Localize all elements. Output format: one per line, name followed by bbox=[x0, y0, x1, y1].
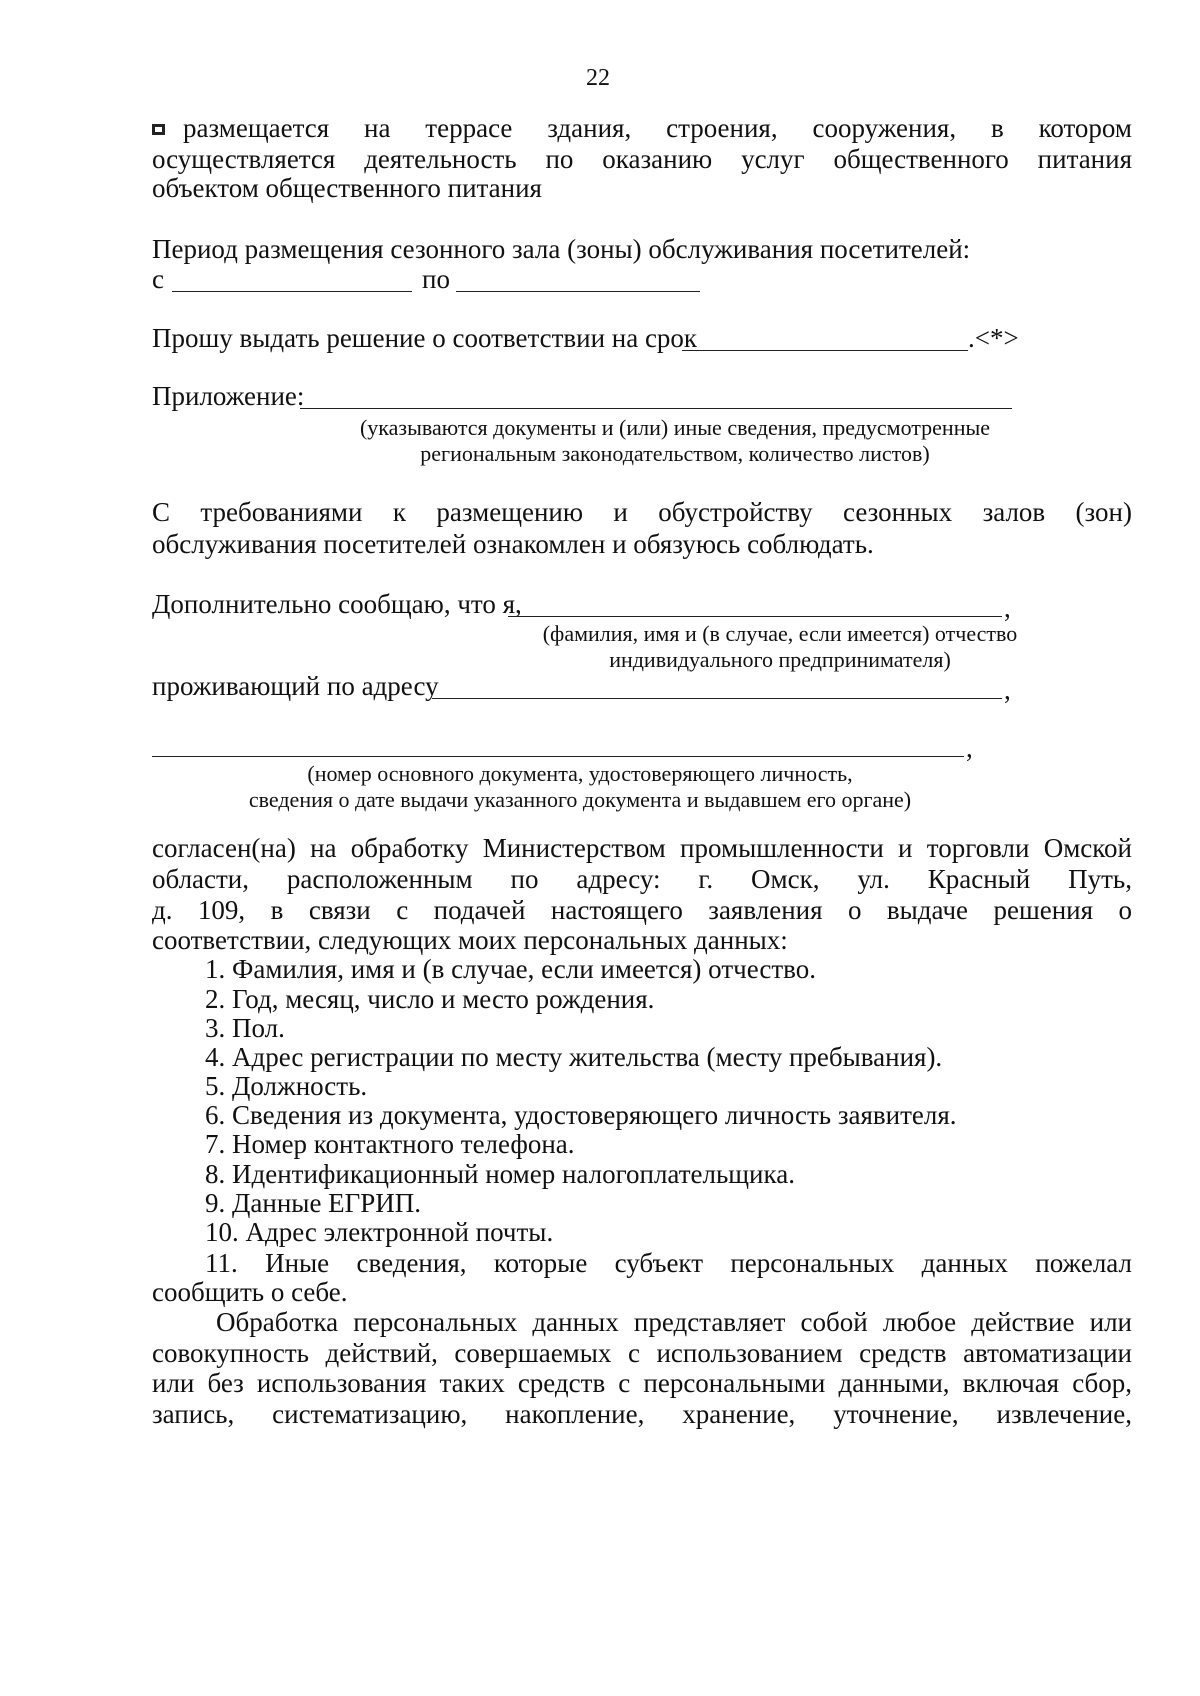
item11-line2: сообщить о себе. bbox=[152, 1277, 348, 1307]
list-item: 9. Данные ЕГРИП. bbox=[205, 1188, 422, 1218]
acknowledgement-line2: обслуживания посетителей ознакомлен и обязуюсь соблюдать. bbox=[152, 529, 874, 559]
list-item: 3. Пол. bbox=[205, 1013, 285, 1043]
period-label: Период размещения сезонного зала (зоны) обслуживания посетителей: bbox=[152, 234, 971, 264]
appendix-note-line2: региональным законодательством, количество листов) bbox=[420, 441, 930, 466]
request-suffix: .<*> bbox=[968, 323, 1019, 353]
consent-line3: д. 109, в связи с подачей настоящего заявления о выдаче решения о bbox=[152, 895, 1132, 925]
appendix-note-line1: (указываются документы и (или) иные сведения, предусмотренные bbox=[359, 415, 991, 440]
period-from-label: с bbox=[152, 264, 164, 294]
checkbox-icon[interactable] bbox=[152, 124, 165, 135]
terrace-option-line1: размещается на террасе здания, строения, сооружения, в котором bbox=[152, 112, 1132, 145]
list-item: 10. Адрес электронной почты. bbox=[205, 1217, 554, 1247]
address-label: проживающий по адресу bbox=[152, 671, 439, 701]
terrace-option-line2: осуществляется деятельность по оказанию услуг общественного питания bbox=[152, 144, 1132, 174]
list-item: 5. Должность. bbox=[205, 1071, 368, 1101]
additional-label: Дополнительно сообщаю, что я, bbox=[152, 589, 522, 619]
appendix-field[interactable] bbox=[300, 408, 1012, 409]
period-to-label: по bbox=[422, 264, 450, 294]
consent-line4: соответствии, следующих моих персональных данных: bbox=[152, 925, 788, 955]
full-name-note-line1: (фамилия, имя и (в случае, если имеется) отчество bbox=[542, 621, 1018, 646]
full-name-field[interactable] bbox=[508, 616, 1002, 617]
list-item: 4. Адрес регистрации по месту жительства (месту пребывания). bbox=[205, 1042, 943, 1072]
consent-line2: области, расположенным по адресу: г. Омск, ул. Красный Путь, bbox=[152, 864, 1132, 894]
list-item: 7. Номер контактного телефона. bbox=[205, 1129, 575, 1159]
page-number: 22 bbox=[586, 65, 610, 91]
processing-line2: совокупность действий, совершаемых с использованием средств автоматизации bbox=[152, 1338, 1132, 1368]
appendix-label: Приложение: bbox=[152, 381, 305, 411]
list-item: 8. Идентификационный номер налогоплательщика. bbox=[205, 1159, 795, 1189]
address-field[interactable] bbox=[432, 698, 1002, 699]
request-text: Прошу выдать решение о соответствии на срок bbox=[152, 323, 698, 353]
id-document-comma: , bbox=[966, 733, 973, 763]
list-item: 6. Сведения из документа, удостоверяющего личность заявителя. bbox=[205, 1100, 957, 1130]
terrace-option-line3: объектом общественного питания bbox=[152, 173, 542, 203]
full-name-comma: , bbox=[1004, 593, 1011, 623]
list-item: 1. Фамилия, имя и (в случае, если имеется) отчество. bbox=[205, 954, 816, 984]
processing-line4: запись, систематизацию, накопление, хранение, уточнение, извлечение, bbox=[152, 1399, 1132, 1429]
address-comma: , bbox=[1004, 675, 1011, 705]
processing-line3: или без использования таких средств с персональными данными, включая сбор, bbox=[152, 1368, 1132, 1398]
id-document-note-line1: (номер основного документа, удостоверяющего личность, bbox=[307, 761, 853, 786]
request-term-field[interactable] bbox=[682, 350, 968, 351]
item11-line1: 11. Иные сведения, которые субъект персональных данных пожелал bbox=[205, 1248, 1132, 1278]
processing-line1: Обработка персональных данных представляет собой любое действие или bbox=[216, 1307, 1132, 1337]
full-name-note-line2: индивидуального предпринимателя) bbox=[609, 647, 951, 672]
acknowledgement-line1: С требованиями к размещению и обустройству сезонных залов (зон) bbox=[152, 497, 1132, 527]
id-document-note-line2: сведения о дате выдачи указанного документа и выдавшем его органе) bbox=[248, 787, 912, 812]
consent-line1: согласен(на) на обработку Министерством промышленности и торговли Омской bbox=[152, 833, 1132, 863]
list-item: 2. Год, месяц, число и место рождения. bbox=[205, 984, 655, 1014]
id-document-field[interactable] bbox=[152, 756, 964, 757]
period-from-field[interactable] bbox=[172, 291, 412, 292]
period-to-field[interactable] bbox=[456, 291, 700, 292]
